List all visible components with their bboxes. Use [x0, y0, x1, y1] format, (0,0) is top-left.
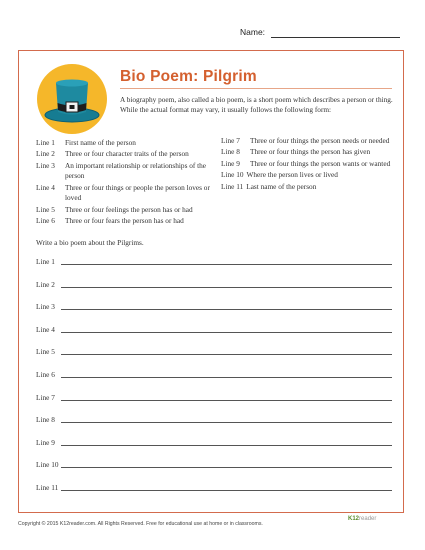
format-line-number: Line 6	[36, 216, 55, 226]
writing-line-label: Line 2	[36, 279, 55, 289]
format-line-number: Line 3	[36, 160, 55, 170]
k12reader-logo	[348, 516, 404, 528]
writing-line[interactable]	[36, 370, 392, 393]
writing-line-label: Line 11	[36, 482, 59, 492]
writing-line[interactable]	[36, 460, 392, 483]
writing-line-rule[interactable]	[61, 400, 392, 401]
format-line-number: Line 8	[221, 147, 240, 157]
writing-line-label: Line 1	[36, 257, 55, 266]
format-list-left	[36, 138, 216, 228]
format-line-text: First name of the person	[65, 138, 136, 147]
format-item	[221, 170, 396, 180]
name-underline[interactable]	[271, 37, 400, 38]
format-line-text: Three or four things the person needs or needed	[250, 136, 390, 145]
format-item	[221, 182, 396, 192]
writing-line-label: Line 9	[36, 437, 55, 447]
format-line-number: Line 9	[221, 158, 240, 168]
writing-line[interactable]	[36, 302, 392, 325]
writing-line-rule[interactable]	[61, 422, 392, 423]
format-line-number: Line 5	[36, 204, 55, 214]
writing-area	[36, 257, 392, 506]
format-line-text: Three or four character traits of the person	[65, 149, 189, 159]
format-line-number: Line 4	[36, 182, 55, 192]
writing-line[interactable]	[36, 438, 392, 461]
format-line-number: Line 10	[221, 170, 244, 180]
writing-line-rule[interactable]	[61, 490, 392, 491]
format-list-right	[221, 136, 396, 193]
writing-line[interactable]	[36, 393, 392, 416]
format-item	[221, 147, 396, 157]
format-line-number: Line 7	[221, 136, 240, 145]
page-title: Bio Poem: Pilgrim	[120, 68, 257, 85]
format-line-number: Line 2	[36, 149, 55, 159]
writing-line-label: Line 5	[36, 347, 55, 357]
format-line-number: Line 1	[36, 138, 55, 147]
name-label: Name:	[240, 27, 266, 37]
format-line-text: Three or four things the person has given	[250, 147, 371, 157]
format-line-text: Three or four feelings the person has or had	[65, 204, 193, 214]
format-line-number: Line 11	[221, 181, 244, 191]
writing-line[interactable]	[36, 483, 392, 506]
format-item	[36, 149, 216, 159]
writing-line-rule[interactable]	[61, 354, 392, 355]
format-line-text: Three or four things the person wants or wanted	[250, 158, 391, 168]
writing-line-label: Line 3	[36, 302, 55, 312]
title-underline	[120, 88, 392, 89]
writing-line[interactable]	[36, 325, 392, 348]
writing-line[interactable]	[36, 257, 392, 280]
pilgrim-hat-icon	[36, 63, 108, 135]
logo-reader: reader	[359, 516, 377, 522]
writing-line-label: Line 7	[36, 392, 55, 402]
intro-paragraph: A biography poem, also called a bio poem, is a short poem which describes a person or thing. While the actual format may vary, it usually follows the following form:	[120, 95, 393, 115]
writing-line-rule[interactable]	[61, 445, 392, 446]
writing-line-rule[interactable]	[61, 467, 392, 468]
logo-k12: K12	[348, 516, 360, 522]
writing-line-label: Line 4	[36, 324, 55, 334]
format-item	[36, 138, 216, 148]
format-item	[221, 159, 396, 169]
writing-line-rule[interactable]	[61, 377, 392, 378]
format-line-text: Three or four fears the person has or had	[65, 216, 184, 226]
writing-line[interactable]	[36, 415, 392, 438]
writing-line-rule[interactable]	[61, 264, 392, 265]
format-item	[36, 216, 216, 226]
writing-line-label: Line 6	[36, 369, 55, 379]
format-line-text: Where the person lives or lived	[246, 170, 338, 180]
copyright-footer: Copyright © 2015 K12reader.com. All Rights Reserved. Free for educational use at home or in classrooms.	[18, 521, 263, 527]
writing-line-label: Line 10	[36, 460, 59, 470]
writing-line[interactable]	[36, 280, 392, 303]
writing-line[interactable]	[36, 347, 392, 370]
writing-line-rule[interactable]	[61, 332, 392, 333]
format-item	[221, 136, 396, 146]
writing-line-label: Line 8	[36, 415, 55, 425]
writing-line-rule[interactable]	[61, 309, 392, 310]
format-line-text: Last name of the person	[246, 181, 317, 191]
format-line-text: Three or four things or people the person loves or loved	[65, 182, 210, 203]
format-item	[36, 183, 216, 204]
format-item	[36, 205, 216, 215]
writing-line-rule[interactable]	[61, 287, 392, 288]
name-field[interactable]	[240, 27, 400, 39]
format-line-text: An important relationship or relationships of the person	[65, 160, 207, 181]
format-item	[36, 161, 216, 182]
writing-prompt: Write a bio poem about the Pilgrims.	[36, 238, 144, 247]
